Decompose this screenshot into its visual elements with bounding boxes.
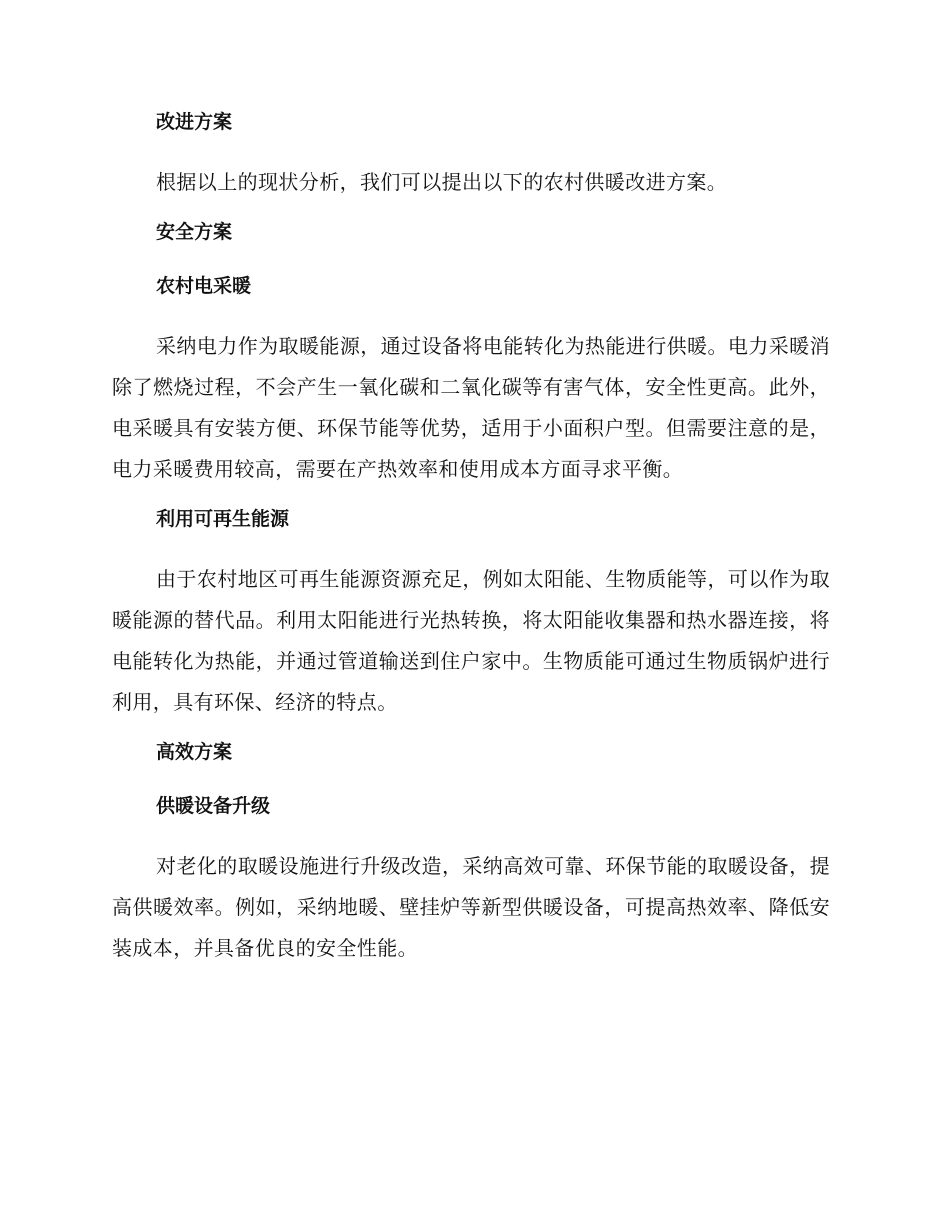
heading-renewable-energy: 利用可再生能源 <box>156 508 290 530</box>
paragraph-intro: 根据以上的现状分析，我们可以提出以下的农村供暖改进方案。 <box>156 170 728 194</box>
paragraph-renewable-energy: 由于农村地区可再生能源资源充足，例如太阳能、生物质能等，可以作为取暖能源的替代品。利用太阳能进行光热转换，将太阳能收集器和热水器连接，将电能转化为热能，并通过管道输送到住户家中。生物质能可通过生物质锅炉进行利用，具有环保、经济的特点。 <box>112 567 830 714</box>
heading-efficiency-plan: 高效方案 <box>156 741 233 763</box>
document-page <box>112 108 830 984</box>
heading-equipment-upgrade: 供暖设备升级 <box>156 795 271 817</box>
heading-improvement-plan: 改进方案 <box>156 111 233 133</box>
heading-rural-electric-heating: 农村电采暖 <box>156 275 252 297</box>
heading-safety-plan: 安全方案 <box>156 221 233 243</box>
paragraph-equipment-upgrade: 对老化的取暖设施进行升级改造，采纳高效可靠、环保节能的取暖设备，提高供暖效率。例如，采纳地暖、壁挂炉等新型供暖设备，可提高热效率、降低安装成本，并具备优良的安全性能。 <box>112 854 830 960</box>
paragraph-electric-heating: 采纳电力作为取暖能源，通过设备将电能转化为热能进行供暖。电力采暖消除了燃烧过程，不会产生一氧化碳和二氧化碳等有害气体，安全性更高。此外，电采暖具有安装方便、环保节能等优势，适用于小面积户型。但需要注意的是，电力采暖费用较高，需要在产热效率和使用成本方面寻求平衡。 <box>112 334 830 481</box>
